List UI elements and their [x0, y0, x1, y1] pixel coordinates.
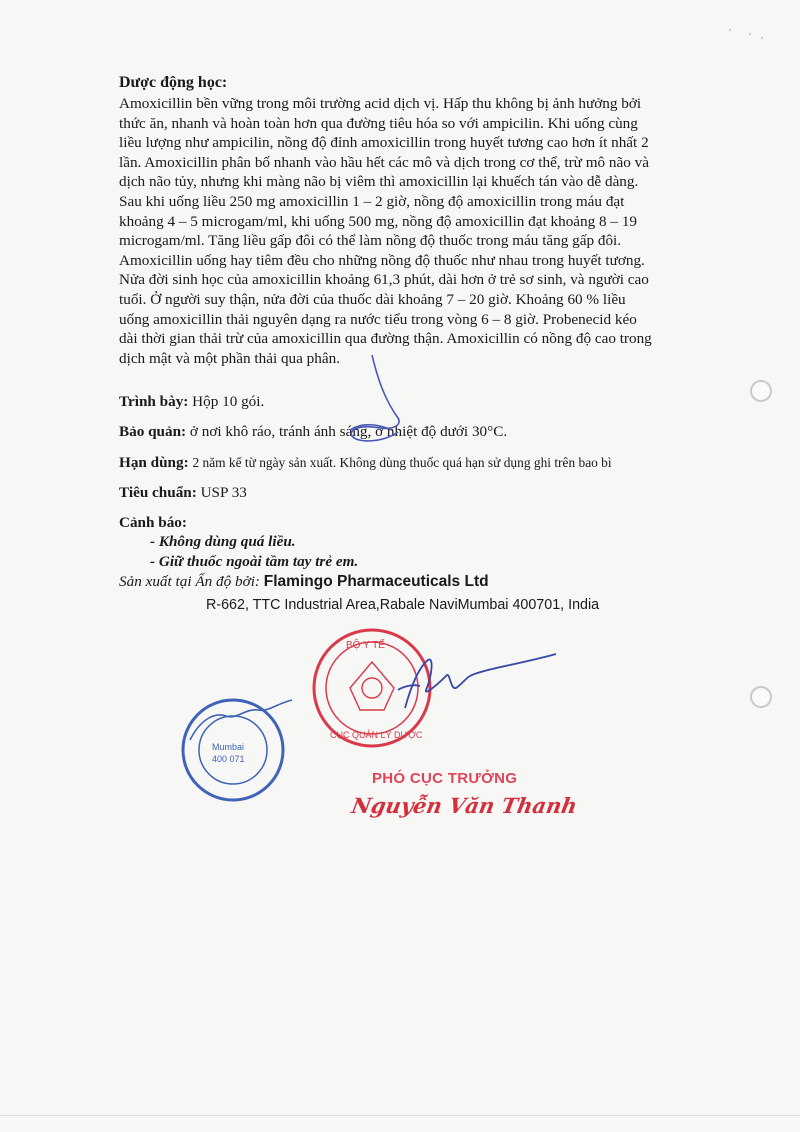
manufacturer-name: Flamingo Pharmaceuticals Ltd — [263, 573, 489, 590]
manufacturer-address: R-662, TTC Industrial Area,Rabale NaviMumbai 400701, India — [206, 597, 600, 613]
text-line: Amoxicillin bền vững trong môi trường acid dịch vị. Hấp thu không bị ảnh hưởng bởi — [119, 95, 642, 112]
standard-value: USP 33 — [200, 484, 247, 501]
storage-value: ở nơi khô ráo, tránh ánh sáng, ở nhiệt độ dưới 30°C. — [189, 423, 508, 440]
svg-text:BỘ Y TẾ: BỘ Y TẾ — [346, 640, 385, 651]
standard-label: Tiêu chuẩn: — [119, 484, 197, 501]
manufactured-label: Sản xuất tại Ấn độ bởi: — [119, 573, 260, 590]
expiry-label: Hạn dùng: — [119, 454, 189, 471]
pharmacokinetics-heading: Dược động học: — [119, 74, 228, 91]
text-line: uống amoxicillin thải nguyên dạng ra nước tiểu trong vòng 6 – 8 giờ. Probenecid kéo — [119, 310, 637, 328]
presentation-value: Hộp 10 gói. — [192, 393, 265, 410]
official-seal — [314, 630, 430, 746]
text-line: Sau khi uống liều 250 mg amoxicillin 1 – 2 giờ, nồng độ amoxicillin trong máu đạt — [119, 192, 625, 210]
corner-marks — [729, 29, 763, 39]
binder-hole — [750, 686, 772, 708]
handwritten-signature — [350, 355, 399, 441]
company-seal — [183, 700, 292, 800]
signatory-title: PHÓ CỤC TRƯỞNG — [372, 770, 518, 787]
text-line: Nửa đời sinh học của amoxicillin khoảng 61,3 phút, dài hơn ở trẻ sơ sinh, và người cao — [119, 271, 649, 289]
storage-label: Bảo quản: — [119, 423, 187, 440]
warning-label: Cảnh báo: — [119, 514, 187, 531]
warning-item: - Giữ thuốc ngoài tầm tay trẻ em. — [150, 553, 359, 570]
text-line: dài thời gian thải trừ của amoxicillin qua đường thận. Amoxicillin có nồng độ cao trong — [119, 330, 652, 348]
binder-hole — [750, 380, 772, 402]
text-line: Amoxicillin uống hay tiêm đều cho những nồng độ thuốc như nhau trong huyết tương. — [119, 251, 645, 269]
expiry-value: 2 năm kể từ ngày sản xuất. Không dùng thuốc quá hạn sử dụng ghi trên bao bì — [192, 455, 612, 470]
svg-text:CỤC QUẢN LÝ DƯỢC: CỤC QUẢN LÝ DƯỢC — [330, 730, 423, 740]
text-line: lần. Amoxicillin phân bố nhanh vào hầu hết các mô và dịch trong cơ thể, trừ mô não và — [119, 153, 649, 171]
svg-text:Mumbai: Mumbai — [212, 742, 245, 752]
chairman-signature — [398, 654, 556, 708]
text-line: dịch mật và một phần thải qua phân. — [119, 349, 341, 367]
warning-item: - Không dùng quá liều. — [150, 533, 296, 550]
svg-text:400 071: 400 071 — [212, 754, 245, 764]
text-line: tuổi. Ở người suy thận, nửa đời của thuốc dài khoảng 7 – 20 giờ. Khoảng 60 % liều — [119, 290, 626, 308]
presentation-label: Trình bày: — [119, 393, 189, 410]
text-line: microgam/ml. Tăng liều gấp đôi có thể làm nồng độ thuốc trong máu tăng gấp đôi. — [119, 232, 622, 250]
text-line: liều lượng như ampicilin, nồng độ đỉnh amoxicillin trong huyết tương cao hơn ít nhất 2 — [119, 134, 649, 152]
text-line: khoảng 4 – 5 microgam/ml, khi uống 500 mg, nồng độ amoxicillin đạt khoảng 8 – 19 — [119, 212, 638, 230]
page-edge — [0, 1115, 800, 1116]
signatory-name: Nguyễn Văn Thanh — [349, 793, 580, 818]
text-line: dịch não tủy, nhưng khi màng não bị viêm thì amoxicillin lại khuếch tán vào dễ dàng. — [119, 173, 639, 191]
text-line: thức ăn, nhanh và hoàn toàn hơn qua đường tiêu hóa so với ampicilin. Khi uống cùng — [119, 114, 638, 132]
